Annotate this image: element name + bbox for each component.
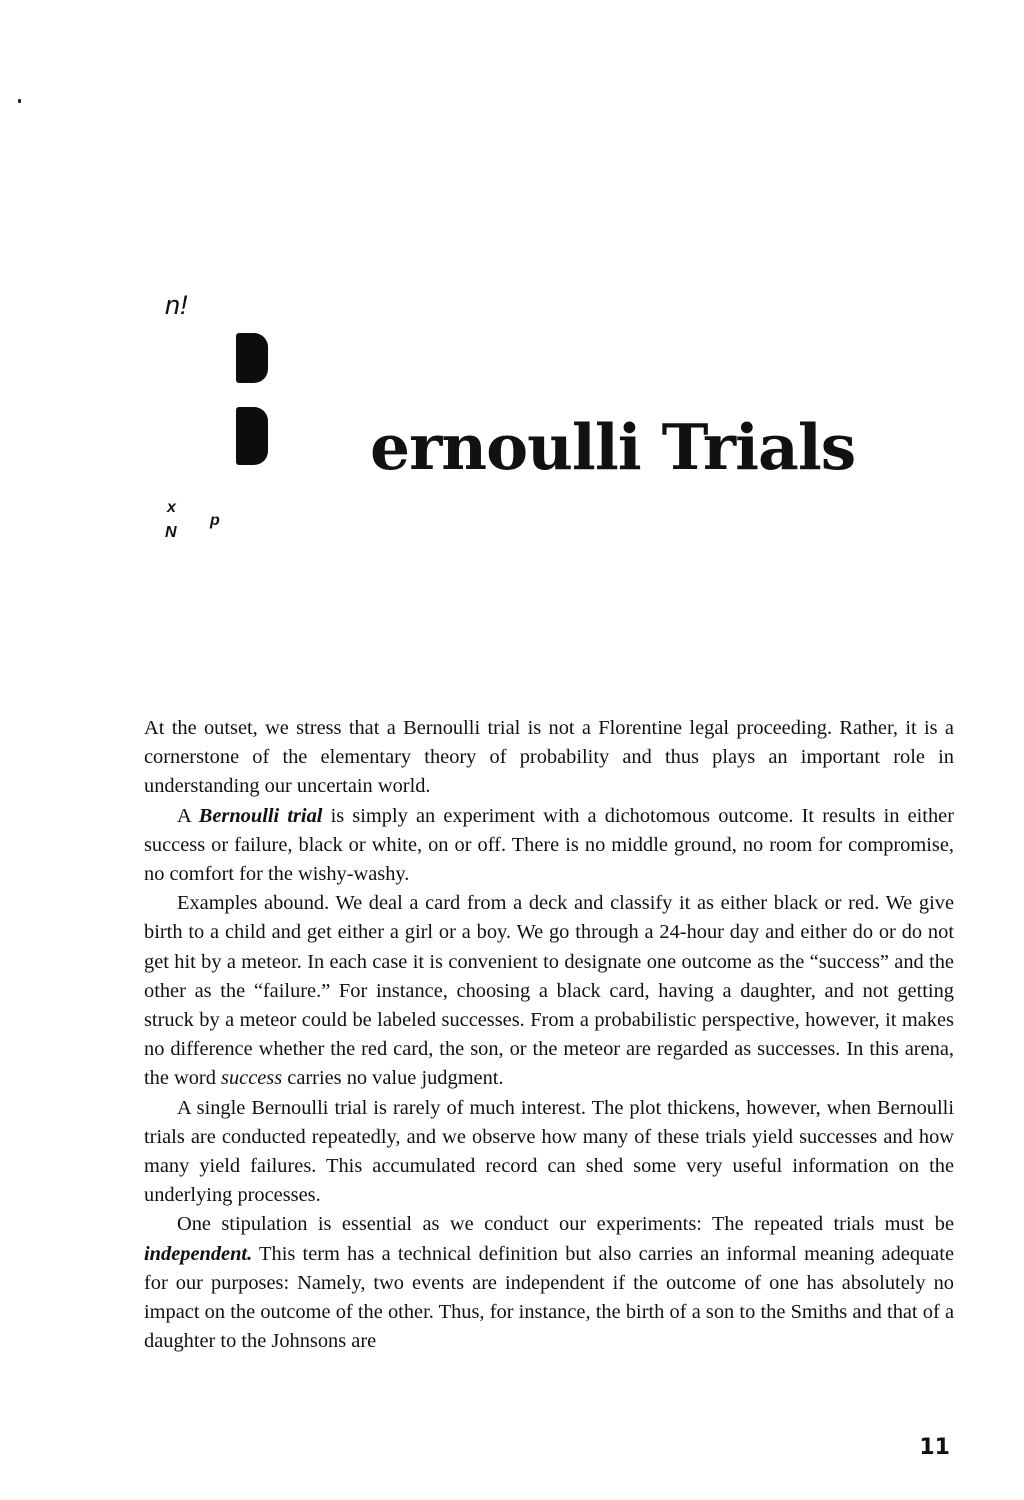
paragraph-4: A single Bernoulli trial is rarely of much interest. The plot thickens, however, when Bernoulli trials are conducted repeatedly, and we observe how many of these trials yield successes and how many yield failures. This accumulated record can shed some very useful information on the underlying processes. — [144, 1096, 954, 1207]
paragraph-3-rest: carries no value judgment. — [282, 1067, 504, 1090]
paragraph-5 — [144, 1210, 954, 1356]
paragraph-1: At the outset, we stress that a Bernoulli trial is not a Florentine legal proceeding. Rather, it is a cornerstone of the elementary theory of probability and thus plays an important role in understanding our uncertain world. — [144, 717, 954, 798]
margin-mark-n-factorial: n! — [165, 290, 188, 320]
paragraph-3 — [144, 889, 954, 1093]
drop-cap-block-lower — [236, 407, 268, 465]
paragraph-2-rest: is simply an experiment with a dichotomous outcome. It results in either success or failure, black or white, on or off. There is no middle ground, no room for compromise, no comfort for the wishy-washy. — [144, 804, 954, 886]
page-number: 11 — [919, 1435, 950, 1460]
paragraph-2 — [144, 802, 954, 890]
term-bernoulli-trial: Bernoulli trial — [198, 804, 323, 827]
body-text — [144, 714, 954, 1356]
paragraph-5-rest: This term has a technical definition but also carries an informal meaning adequate for our purposes: Namely, two events are independent if the outcome of one has absolutely no impact on the outcome of the other. Thus, for instance, the birth of a son to the Smiths and that of a daughter to the Johnsons are — [144, 1242, 954, 1353]
chapter-title: ernoulli Trials — [370, 410, 856, 484]
paragraph-5-lead: One stipulation is essential as we conduct our experiments: The repeated trials must be — [177, 1213, 954, 1236]
term-success: success — [221, 1067, 283, 1090]
margin-mark-x: x — [167, 499, 176, 516]
stray-mark — [18, 99, 21, 103]
paragraph-2-lead: A — [177, 804, 199, 827]
margin-mark-N: N — [165, 524, 177, 541]
margin-mark-p: p — [210, 512, 220, 529]
term-independent: independent. — [144, 1242, 253, 1265]
drop-cap-block-upper — [236, 333, 268, 383]
paragraph-3-text: Examples abound. We deal a card from a deck and classify it as either black or red. We give birth to a child and get either a girl or a boy. We go through a 24-hour day and either do or do not get hit by a meteor. In each case it is convenient to designate one outcome as the “success” and the other as the “failure.” For instance, choosing a black card, having a daughter, and not getting struck by a meteor could be labeled successes. From a probabilistic perspective, however, it makes no difference whether the red card, the son, or the meteor are regarded as successes. In this arena, the word — [144, 892, 954, 1090]
